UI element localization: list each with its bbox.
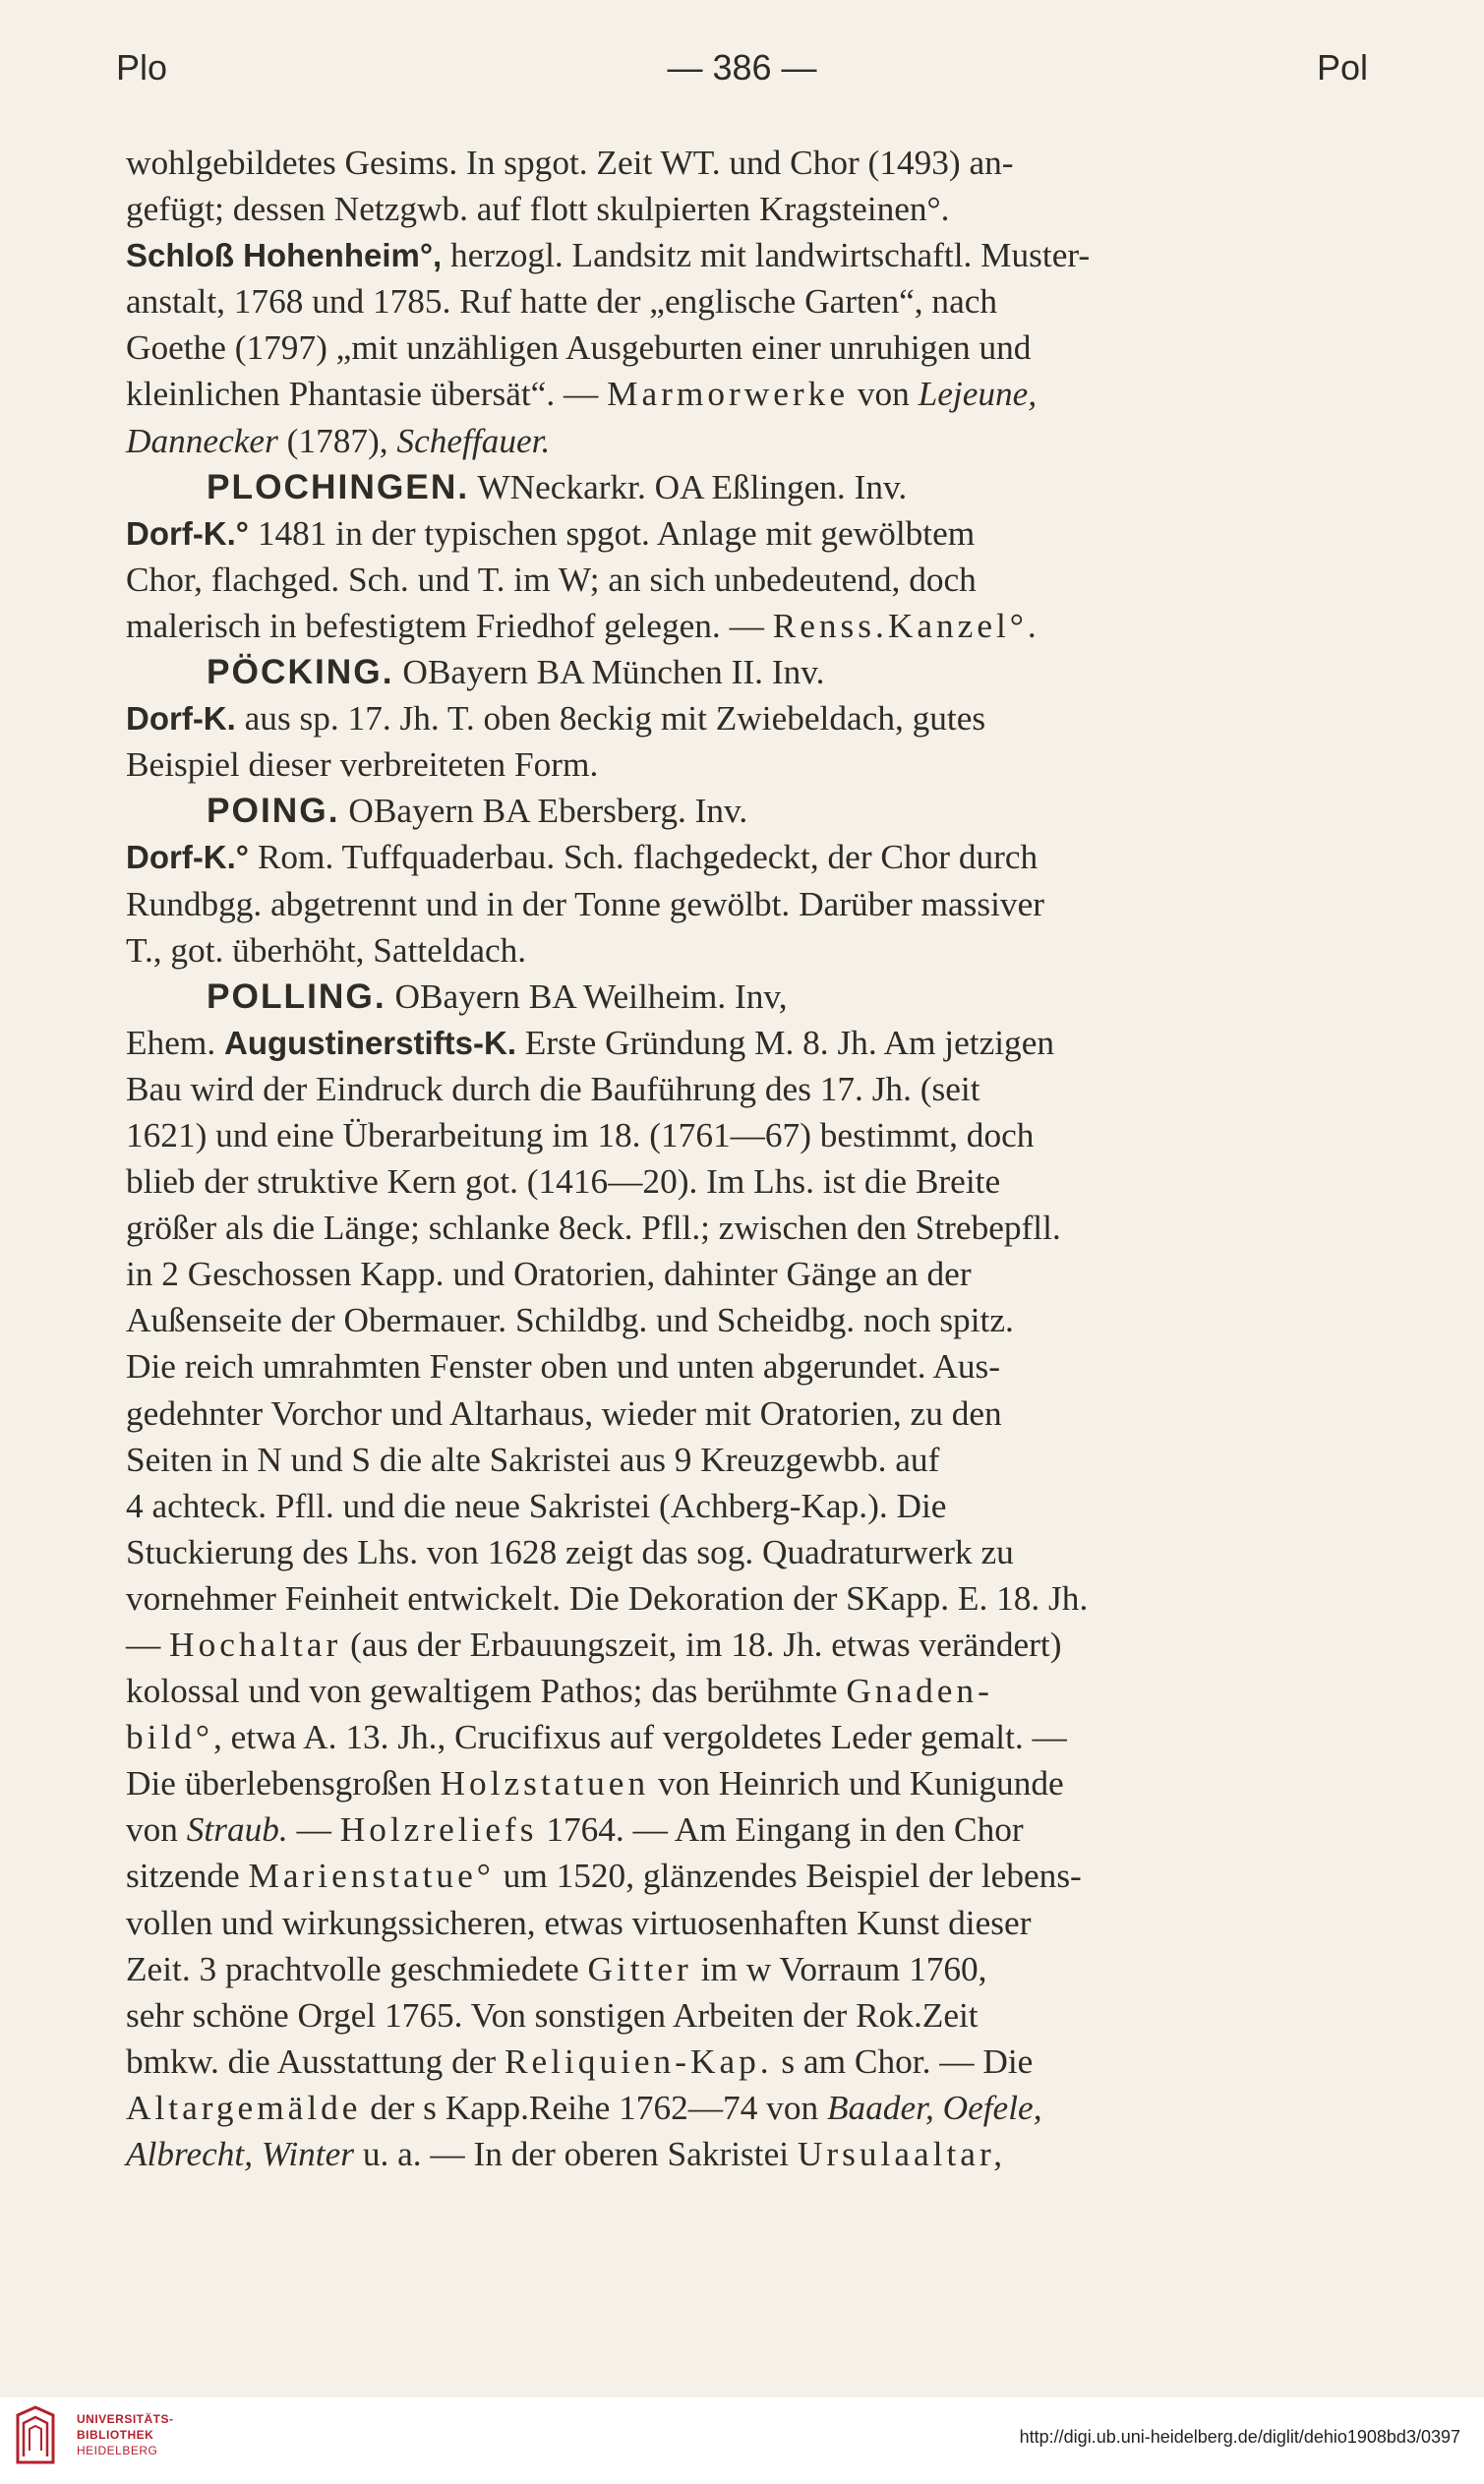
text-span: von Heinrich und Kunigunde <box>649 1764 1064 1804</box>
text-span: Rundbgg. abgetrennt und in der Tonne gewölbt. Darüber massiver <box>126 884 1044 923</box>
text-span: OBayern BA Weilheim. Inv, <box>386 976 788 1016</box>
text-line <box>126 603 1377 649</box>
text-line <box>126 1112 1377 1158</box>
text-line <box>126 1760 1377 1806</box>
text-span: u. a. — In der oberen Sakristei <box>354 2135 798 2174</box>
text-span: Marienstatue° <box>248 1857 495 1896</box>
text-span: von <box>849 375 919 414</box>
running-header <box>116 47 1368 102</box>
text-span: Außenseite der Obermauer. Schildbg. und Scheidbg. noch spitz. <box>126 1301 1014 1340</box>
text-span: gedehnter Vorchor und Altarhaus, wieder mit Oratorien, zu den <box>126 1393 1002 1433</box>
text-line <box>126 695 1377 741</box>
text-span: (aus der Erbauungszeit, im 18. Jh. etwas verändert) <box>341 1626 1062 1664</box>
text-line <box>126 186 1377 232</box>
main-text <box>126 140 1377 2177</box>
text-span: Chor, flachged. Sch. und T. im W; an sich unbedeutend, doch <box>126 560 977 599</box>
entry-heading <box>126 788 1377 834</box>
library-logo-text: UNIVERSITÄTS- BIBLIOTHEK HEIDELBERG <box>77 2412 174 2457</box>
text-line <box>126 140 1377 186</box>
text-span: herzogl. Landsitz mit landwirtschaftl. Muster- <box>442 236 1091 275</box>
text-line <box>126 2131 1377 2177</box>
text-span: s am Chor. — Die <box>772 2041 1034 2081</box>
text-line <box>126 278 1377 325</box>
text-line <box>126 927 1377 974</box>
text-span: Reliquien-Kap. <box>504 2041 773 2081</box>
place-heading: PLOCHINGEN. <box>207 467 470 506</box>
text-span: Marmorwerke <box>607 375 849 414</box>
text-span: Ehem. <box>126 1023 224 1062</box>
text-line <box>126 325 1377 371</box>
text-line <box>126 232 1377 278</box>
text-line <box>126 418 1377 464</box>
text-line <box>126 1806 1377 1853</box>
place-heading: PÖCKING. <box>207 653 394 692</box>
text-span: Die reich umrahmten Fenster oben und unten abgerundet. Aus- <box>126 1347 1001 1387</box>
text-span: um 1520, glänzendes Beispiel der lebens- <box>494 1857 1082 1896</box>
text-span: 1481 in der typischen spgot. Anlage mit gewölbtem <box>249 513 976 553</box>
text-line <box>126 1390 1377 1437</box>
text-span: OBayern BA München II. Inv. <box>393 653 825 692</box>
text-span: Gnaden- <box>846 1672 993 1711</box>
text-span: Ursulaaltar, <box>797 2135 1007 2174</box>
text-span: in 2 Geschossen Kapp. und Oratorien, dahinter Gänge an der <box>126 1255 972 1294</box>
text-span: der s Kapp.Reihe 1762—74 von <box>361 2088 827 2127</box>
text-line <box>126 557 1377 603</box>
text-span: Lejeune, <box>918 375 1038 414</box>
text-line <box>126 2085 1377 2131</box>
text-line <box>126 1343 1377 1390</box>
text-span: OBayern BA Ebersberg. Inv. <box>339 792 748 831</box>
header-left: Plo <box>116 47 168 88</box>
footer-bar <box>0 2397 1484 2484</box>
entry-heading <box>126 464 1377 510</box>
text-span: Beispiel dieser verbreiteten Form. <box>126 745 599 785</box>
text-span: Renss.Kanzel°. <box>772 606 1040 645</box>
keyword: Dorf-K.° <box>126 514 250 552</box>
text-span: Stuckierung des Lhs. von 1628 zeigt das sog. Quadraturwerk zu <box>126 1532 1014 1571</box>
keyword: Augustinerstifts-K. <box>223 1024 516 1061</box>
text-span: Hochaltar <box>169 1626 342 1664</box>
text-line <box>126 1205 1377 1251</box>
text-span: malerisch in befestigtem Friedhof gelegen. — <box>126 606 773 645</box>
text-span: Holzstatuen <box>440 1764 650 1804</box>
text-span: kolossal und von gewaltigem Pathos; das berühmte <box>126 1672 847 1711</box>
text-span: anstalt, 1768 und 1785. Ruf hatte der „englische Garten“, nach <box>126 282 998 322</box>
text-line <box>126 1066 1377 1112</box>
text-line <box>126 1714 1377 1760</box>
place-heading: POLLING. <box>207 976 386 1016</box>
text-span: vollen und wirkungssicheren, etwas virtuosenhaften Kunst dieser <box>126 1903 1032 1942</box>
text-span: Seiten in N und S die alte Sakristei aus 9 Kreuzgewbb. auf <box>126 1440 940 1479</box>
text-span: sehr schöne Orgel 1765. Von sonstigen Arbeiten der Rok.Zeit <box>126 1995 979 2035</box>
text-span: bmkw. die Ausstattung der <box>126 2041 505 2081</box>
keyword: Dorf-K.° <box>126 839 250 876</box>
text-span: bild° <box>126 1718 214 1757</box>
text-line <box>126 1900 1377 1946</box>
text-span: Dannecker <box>126 421 278 460</box>
text-span: kleinlichen Phantasie übersät“. — <box>126 375 608 414</box>
text-span: Rom. Tuffquaderbau. Sch. flachgedeckt, der Chor durch <box>249 838 1039 877</box>
text-span: T., got. überhöht, Satteldach. <box>126 930 527 970</box>
text-line <box>126 741 1377 788</box>
text-line <box>126 1158 1377 1205</box>
text-span: größer als die Länge; schlanke 8eck. Pfll.; zwischen den Strebepfll. <box>126 1209 1061 1248</box>
text-line <box>126 1946 1377 1992</box>
text-span: Baader, Oefele, <box>826 2088 1042 2127</box>
place-heading: POING. <box>207 792 340 831</box>
text-span: — <box>126 1626 170 1664</box>
text-span: blieb der struktive Kern got. (1416—20). Im Lhs. ist die Breite <box>126 1162 1001 1202</box>
text-line <box>126 1297 1377 1343</box>
text-span: vornehmer Feinheit entwickelt. Die Dekoration der SKapp. E. 18. Jh. <box>126 1578 1089 1618</box>
text-line <box>126 1483 1377 1529</box>
text-span: sitzende <box>126 1857 249 1896</box>
text-span: , etwa A. 13. Jh., Crucifixus auf vergoldetes Leder gemalt. — <box>213 1718 1067 1757</box>
text-span: (1787), <box>277 421 397 460</box>
library-logo-icon <box>14 2405 57 2466</box>
text-span: 4 achteck. Pfll. und die neue Sakristei (Achberg-Kap.). Die <box>126 1486 947 1525</box>
text-span: gefügt; dessen Netzgwb. auf flott skulpierten Kragsteinen°. <box>126 190 950 229</box>
text-span: Altargemälde <box>126 2088 362 2127</box>
keyword: Dorf-K. <box>126 700 236 738</box>
entry-heading <box>126 649 1377 695</box>
text-span: Erste Gründung M. 8. Jh. Am jetzigen <box>515 1023 1055 1062</box>
text-span: Bau wird der Eindruck durch die Bauführung des 17. Jh. (seit <box>126 1069 980 1108</box>
text-span: wohlgebildetes Gesims. In spgot. Zeit WT. und Chor (1493) an- <box>126 144 1014 182</box>
text-line <box>126 1529 1377 1575</box>
text-span: Straub. <box>186 1810 288 1850</box>
text-span: 1764. — Am Eingang in den Chor <box>537 1810 1024 1850</box>
source-url-link[interactable]: http://digi.ub.uni-heidelberg.de/diglit/dehio1908bd3/0397 <box>1019 2427 1460 2447</box>
text-span: aus sp. 17. Jh. T. oben 8eckig mit Zwiebeldach, gutes <box>235 699 986 739</box>
entry-heading <box>126 974 1377 1020</box>
text-span: Scheffauer. <box>396 421 551 460</box>
text-line <box>126 1668 1377 1714</box>
text-span: Holzreliefs <box>339 1810 538 1850</box>
text-line <box>126 1251 1377 1297</box>
text-line <box>126 1575 1377 1622</box>
text-span: Die überlebensgroßen <box>126 1764 441 1804</box>
text-line <box>126 1853 1377 1899</box>
text-line <box>126 2039 1377 2085</box>
text-span: WNeckarkr. OA Eßlingen. Inv. <box>469 467 908 506</box>
text-span: 1621) und eine Überarbeitung im 18. (1761—67) bestimmt, doch <box>126 1115 1035 1154</box>
text-span: im w Vorraum 1760, <box>691 1949 987 1988</box>
text-span: Goethe (1797) „mit unzähligen Ausgeburten einer unruhigen und <box>126 328 1032 368</box>
text-line <box>126 1992 1377 2039</box>
text-line <box>126 834 1377 880</box>
text-span: Albrecht, Winter <box>126 2135 354 2174</box>
text-line <box>126 1437 1377 1483</box>
text-line <box>126 1020 1377 1066</box>
header-right: Pol <box>1316 47 1368 88</box>
text-line <box>126 510 1377 557</box>
text-line <box>126 881 1377 927</box>
text-span: von <box>126 1810 187 1850</box>
text-span: Gitter <box>587 1949 692 1988</box>
text-span: Zeit. 3 prachtvolle geschmiedete <box>126 1949 588 1988</box>
keyword: Schloß Hohenheim°, <box>126 237 443 274</box>
text-line <box>126 1622 1377 1668</box>
text-line <box>126 371 1377 417</box>
page-number: — 386 — <box>667 47 817 88</box>
text-span: — <box>287 1810 340 1850</box>
